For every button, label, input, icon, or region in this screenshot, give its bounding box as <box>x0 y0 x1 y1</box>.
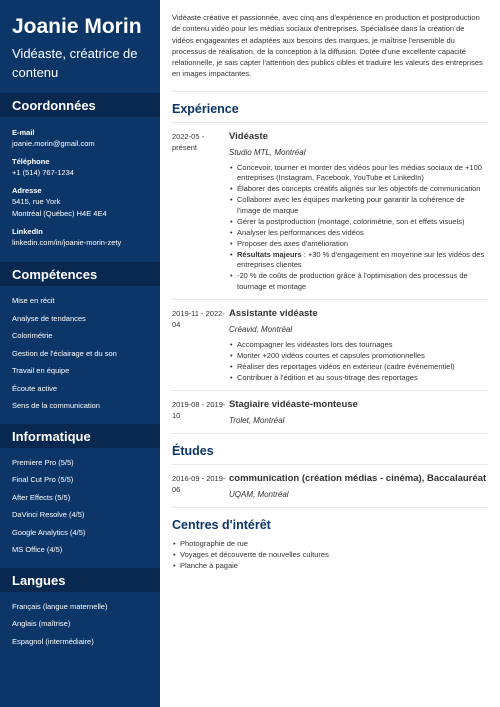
contact-label: LinkedIn <box>12 226 43 236</box>
address-value: 5415, rue York Montréal (Québec) H4E 4E4 <box>12 197 107 218</box>
email-value[interactable]: joanie.morin@gmail.com <box>12 138 95 148</box>
list-item: Premiere Pro (5/5) <box>12 457 74 467</box>
list-item: Gestion de l'éclairage et du son <box>12 348 117 358</box>
entry-date: 2016-09 - 2019-06 <box>172 473 226 494</box>
bullet-text: Gérer la postproduction (montage, colorimétrie, son et effets visuels) <box>237 216 465 226</box>
list-item: Travail en équipe <box>12 366 70 376</box>
degree: communication (création médias - cinéma), Baccalauréat <box>229 472 487 484</box>
bullet-text: Accompagner les vidéastes lors des tournages <box>237 340 393 349</box>
entry-date: 2022-05 - présent <box>172 131 205 152</box>
list-item: Espagnol (intermédiaire) <box>12 636 94 646</box>
school: UQAM, Montréal <box>229 489 289 499</box>
skills-section-title: Compétences <box>0 262 160 286</box>
list-item <box>237 228 488 239</box>
list-item: Colorimétrie <box>12 331 53 341</box>
contact-label: Téléphone <box>12 157 50 167</box>
bullet-text: Contribuer à l'édition et au sous-titrage des reportages <box>237 372 418 382</box>
bullet-text: Collaborer avec les équipes marketing pour garantir la cohérence de l'image de marque <box>237 195 465 215</box>
list-item <box>237 271 488 293</box>
list-item <box>237 184 488 195</box>
profile-summary: Vidéaste créative et passionnée, avec cinq ans d'expérience en production et postproduction de contenu vidéo pour les médias sociaux d'entreprises. Spécialisée dans la création de vidéos engageantes et adaptées aux besoins des marques, je maîtrise l'ensemble du processus de réalisation, de la conception à la diffusion. Dotée d'une excellente capacité relationnelle, je sais capter l'attention des publics cibles et traduire les valeurs des entreprises en images impactantes. <box>172 13 483 79</box>
list-item: MS Office (4/5) <box>12 545 63 555</box>
list-item: Final Cut Pro (5/5) <box>12 475 74 485</box>
experience-section-title: Expérience <box>172 102 488 123</box>
list-item <box>237 239 488 250</box>
job-title: Vidéaste <box>229 130 268 142</box>
main-content <box>172 0 488 571</box>
list-item: Mise en récit <box>12 296 55 306</box>
phone-value[interactable]: +1 (514) 767-1234 <box>12 168 74 178</box>
company: Studio MTL, Montréal <box>229 147 306 157</box>
bullet-emphasis: Résultats majeurs <box>237 249 302 259</box>
list-item <box>237 340 488 351</box>
list-item: Google Analytics (4/5) <box>12 527 86 537</box>
experience-entry <box>172 131 488 157</box>
education-entry <box>172 473 488 499</box>
divider <box>172 390 488 391</box>
contact-label: E-mail <box>12 127 35 137</box>
company: Créavid, Montréal <box>229 325 293 334</box>
software-section-title: Informatique <box>0 424 160 448</box>
list-item: Analyse de tendances <box>12 313 86 323</box>
divider <box>172 507 488 508</box>
software-list <box>0 448 160 559</box>
bullet-text: Réaliser des reportages vidéos en extérieur (cadre événementiel) <box>237 361 455 371</box>
experience-entry <box>172 308 488 334</box>
contact-list <box>0 117 160 248</box>
divider <box>172 299 488 300</box>
list-item <box>237 351 488 362</box>
list-item <box>237 250 488 272</box>
candidate-name: Joanie Morin <box>12 15 142 38</box>
divider <box>172 433 488 434</box>
interests-list <box>172 538 488 572</box>
education-section-title: Études <box>172 444 488 465</box>
list-item: Écoute active <box>12 383 58 393</box>
bullet-text: : +30 % d'engagement en moyenne sur les vidéos des entreprises clientes <box>237 249 485 270</box>
list-item <box>237 163 488 185</box>
languages-list <box>0 592 160 651</box>
list-item: Sens de la communication <box>12 401 100 411</box>
list-item: • Voyages et découverte de nouvelles cultures <box>180 549 488 560</box>
list-item <box>237 373 488 384</box>
job-bullets <box>172 163 488 294</box>
job-title: Stagiaire vidéaste-monteuse <box>229 398 358 410</box>
bullet-text: Analyser les performances des vidéos <box>237 227 364 237</box>
list-item <box>237 362 488 373</box>
languages-section-title: Langues <box>0 568 160 592</box>
entry-date: 2019-11 - 2022-04 <box>172 309 225 330</box>
linkedin-value[interactable]: linkedin.com/in/joanie-morin-zety <box>12 237 122 247</box>
candidate-headline: Vidéaste, créatrice de contenu <box>12 46 138 81</box>
bullet-text: Proposer des axes d'amélioration <box>237 238 349 248</box>
contact-label: Adresse <box>12 186 42 196</box>
list-item: DaVinci Resolve (4/5) <box>12 510 85 520</box>
skills-list <box>0 286 160 415</box>
divider <box>172 91 488 92</box>
interests-section-title: Centres d'intérêt <box>172 517 271 532</box>
list-item: • Photographie de rue <box>180 538 488 549</box>
list-item: • Planche à pagaie <box>180 560 488 571</box>
list-item: After Effects (5/5) <box>12 492 71 502</box>
list-item: Anglais (maîtrise) <box>12 619 71 629</box>
list-item <box>237 195 488 217</box>
list-item <box>237 217 488 228</box>
bullet-text: Concevoir, tourner et monter des vidéos pour les médias sociaux de +100 entreprises (Instagram, Facebook, YouTube et LinkedIn) <box>237 162 482 183</box>
entry-date: 2019-08 - 2019-10 <box>172 399 226 420</box>
contact-section-title: Coordonnées <box>0 93 160 117</box>
experience-entry <box>172 399 488 425</box>
bullet-text: -20 % de coûts de production grâce à l'optimisation des processus de tournage et montage <box>237 271 468 292</box>
list-item: Français (langue maternelle) <box>12 601 108 611</box>
bullet-text: Élaborer des concepts créatifs alignés sur les objectifs de communication <box>237 184 481 194</box>
job-bullets <box>172 340 488 384</box>
company: Trolet, Montréal <box>229 415 285 425</box>
bullet-text: Monter +200 vidéos courtes et capsules promotionnelles <box>237 350 425 360</box>
sidebar <box>0 0 160 707</box>
job-title: Assistante vidéaste <box>229 308 318 319</box>
